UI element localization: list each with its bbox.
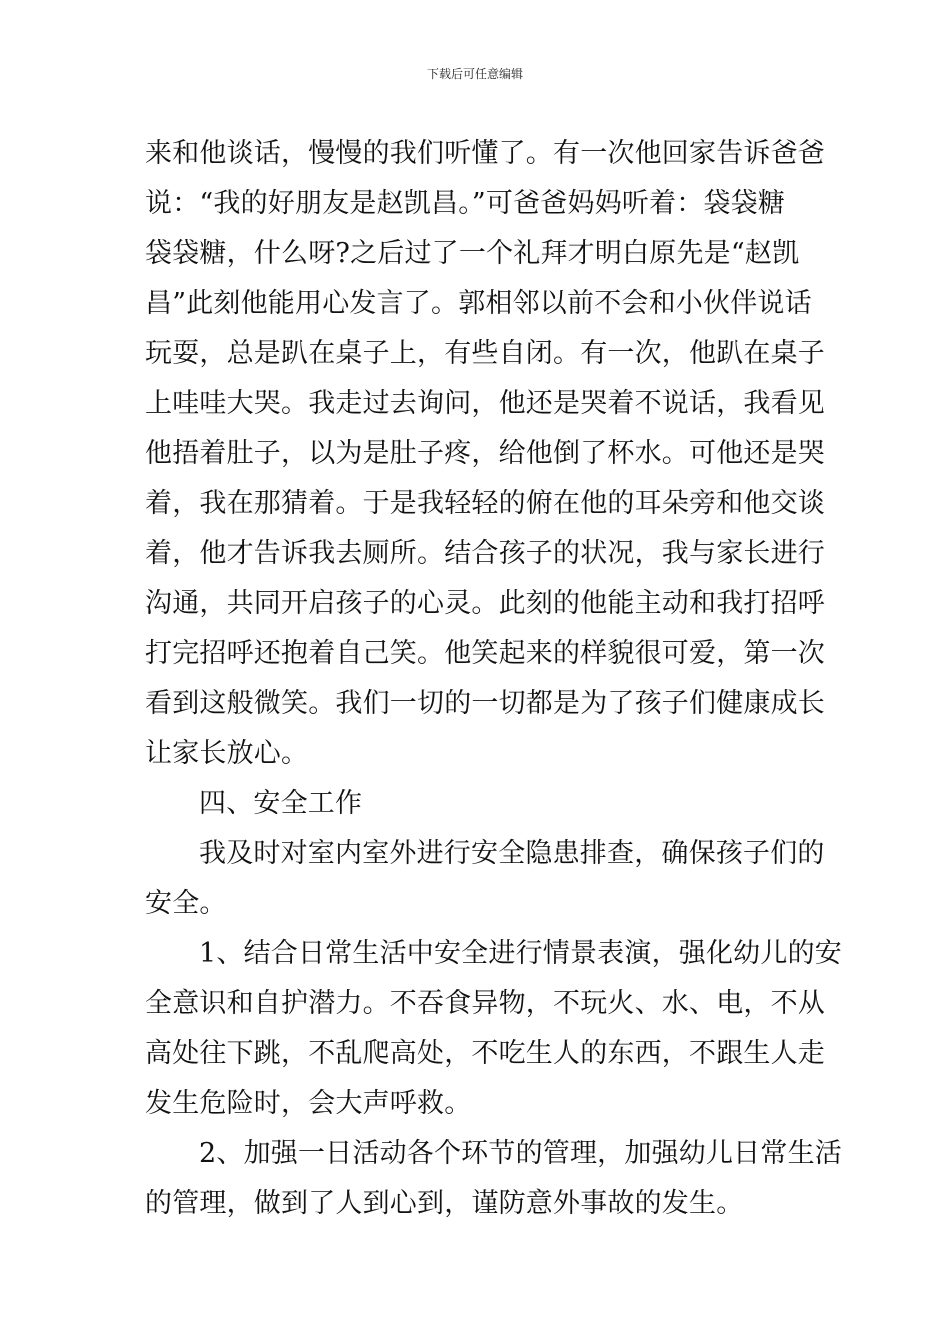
page-header: 下载后可任意编辑 [426, 67, 523, 81]
text-line: 打完招呼还抱着自己笑。他笑起来的样貌很可爱，第一次 [145, 638, 825, 669]
text-line: 袋袋糖，什么呀?之后过了一个礼拜才明白原先是“赵凯 [145, 238, 800, 269]
text-line: 安全。 [145, 888, 227, 919]
text-line: 全意识和自护潜力。不吞食异物，不玩火、水、电，不从 [145, 988, 825, 1019]
text-line: 着，他才告诉我去厕所。结合孩子的状况，我与家长进行 [145, 538, 825, 569]
text-line: 让家长放心。 [145, 738, 309, 769]
section-heading: 四、安全工作 [199, 788, 363, 819]
text-line: 高处往下跳，不乱爬高处，不吃生人的东西，不跟生人走 [145, 1038, 825, 1069]
text-line: 的管理，做到了人到心到，谨防意外事故的发生。 [145, 1188, 744, 1219]
text-line: 他捂着肚子，以为是肚子疼，给他倒了杯水。可他还是哭 [145, 438, 825, 469]
text-line: 看到这般微笑。我们一切的一切都是为了孩子们健康成长 [145, 688, 825, 719]
text-line: 玩耍，总是趴在桌子上，有些自闭。有一次，他趴在桌子 [145, 338, 825, 369]
list-item-start-line: 1、结合日常生活中安全进行情景表演，强化幼儿的安 [199, 938, 842, 969]
paragraph-start-line: 我及时对室内室外进行安全隐患排查，确保孩子们的 [199, 838, 825, 869]
body-text [145, 129, 842, 1229]
text-line: 发生危险时，会大声呼救。 [145, 1088, 472, 1119]
text-line: 上哇哇大哭。我走过去询问，他还是哭着不说话，我看见 [145, 388, 825, 419]
text-line: 说：“我的好朋友是赵凯昌。”可爸爸妈妈听着：袋袋糖 [145, 188, 786, 219]
text-line: 沟通，共同开启孩子的心灵。此刻的他能主动和我打招呼 [145, 588, 825, 619]
text-line: 着，我在那猜着。于是我轻轻的俯在他的耳朵旁和他交谈 [145, 488, 825, 519]
list-item-start-line: 2、加强一日活动各个环节的管理，加强幼儿日常生活 [199, 1138, 842, 1169]
text-line: 昌”此刻他能用心发言了。郭相邻以前不会和小伙伴说话 [145, 288, 812, 319]
text-line: 来和他谈话，慢慢的我们听懂了。有一次他回家告诉爸爸 [145, 138, 825, 169]
